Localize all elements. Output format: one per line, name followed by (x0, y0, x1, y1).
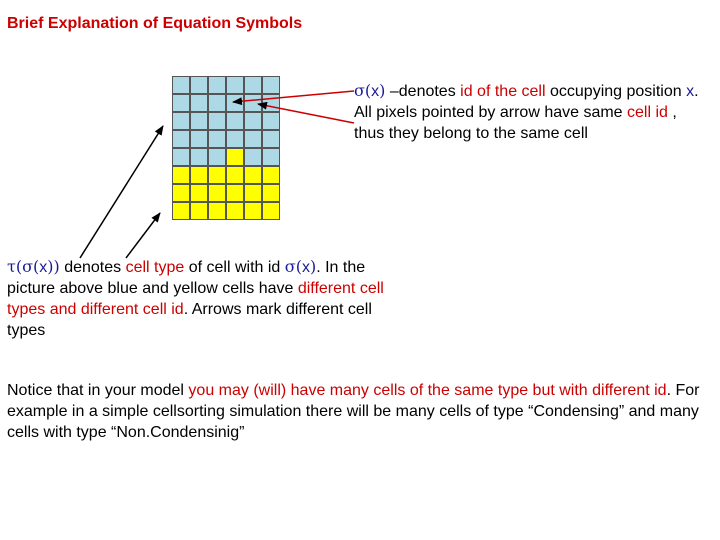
tau-text-4: . Arrows mark different cell types (7, 301, 372, 339)
sigma-text-3: . All pixels pointed by arrow have same (354, 83, 699, 121)
tau-symbol-open: τ(σ( (7, 257, 40, 276)
tau-arrow-blue (80, 126, 163, 258)
notice-highlight: you may (will) have many cells of the same type but with different id (188, 382, 667, 399)
tau-text-2: of cell with id (184, 259, 285, 276)
tau-sigma-close: ) (309, 257, 317, 276)
sigma-text-4: , thus they belong to the same cell (354, 104, 677, 142)
tau-sigma-open: σ( (284, 257, 302, 276)
tau-arrow-yellow (126, 213, 160, 258)
sigma-text-2: occupying position (545, 83, 687, 100)
tau-x: x (39, 259, 48, 276)
sigma-arrow-lower (258, 104, 354, 123)
notice-paragraph (7, 380, 707, 443)
sigma-symbol-open: σ( (354, 81, 372, 100)
tau-explanation (7, 256, 407, 341)
sigma-symbol-close: ) (379, 81, 386, 100)
sigma-x: x (371, 83, 380, 100)
tau-sigma-x: x (301, 259, 310, 276)
page-title: Brief Explanation of Equation Symbols (7, 15, 303, 32)
sigma-highlight-id: id of the cell (460, 83, 546, 100)
sigma-highlight-cell-id: cell id (627, 104, 668, 121)
tau-text-1: denotes (59, 259, 126, 276)
sigma-explanation (354, 80, 704, 144)
sigma-position-x: x (686, 83, 695, 100)
tau-highlight-different: different cell types and different cell id (7, 280, 384, 318)
sigma-arrow-upper (233, 91, 354, 102)
sigma-text-1: –denotes (385, 83, 461, 100)
notice-text-1: Notice that in your model (7, 382, 189, 399)
notice-text-2: . For example in a simple cellsorting simulation there will be many cells of type “Condensing” and many cells with type “Non.Condensinig” (7, 382, 700, 441)
tau-symbol-close: )) (47, 257, 60, 276)
tau-highlight-cell-type: cell type (125, 259, 185, 276)
tau-text-3: . In the picture above blue and yellow cells have (7, 259, 366, 297)
